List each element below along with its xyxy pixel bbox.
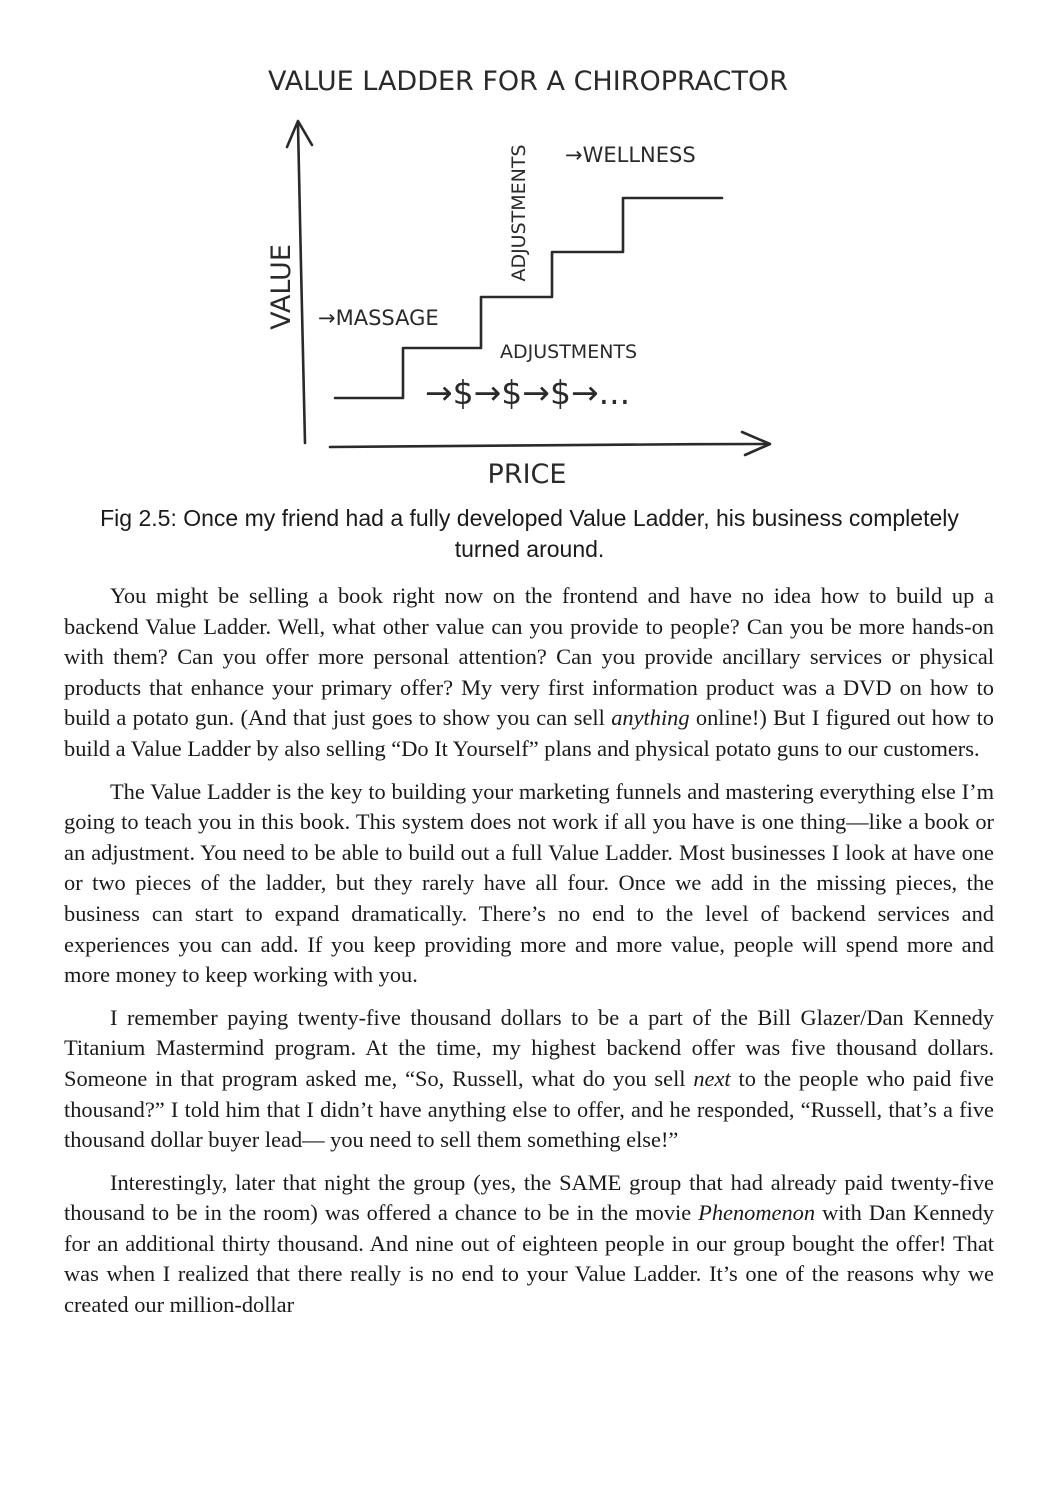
figure-title: VALUE LADDER FOR A CHIROPRACTOR	[267, 66, 789, 97]
adjustments-bottom-label: ADJUSTMENTS	[500, 341, 638, 363]
y-axis-label: VALUE	[266, 244, 297, 330]
paragraph-1	[64, 581, 994, 765]
paragraph-3	[64, 1003, 994, 1156]
paragraph-3-text-b: to the people who paid five thousand?” I told him that I didn’t have anything else to offer, and he responded, “Russell, that’s a five thousand dollar buyer lead— you need to sell them something else!”	[64, 1065, 994, 1153]
paragraph-3-emphasis: next	[693, 1065, 731, 1091]
paragraph-4-emphasis: Phenomenon	[698, 1200, 816, 1226]
paragraph-4	[64, 1168, 994, 1321]
paragraph-1-text-a: You might be selling a book right now on the frontend and have no idea how to build up a backend Value Ladder. Well, what other value can you provide to people? Can you be more hands-on with them? Can you offer more personal attention? Can you provide ancillary services or physical products that enhance your primary offer? My very first information product was a DVD on how to build a potato gun. (And that just goes to show you can sell	[64, 583, 994, 731]
massage-label: →MASSAGE	[318, 306, 439, 330]
value-ladder-sketch	[0, 55, 1059, 500]
figure-caption: Fig 2.5: Once my friend had a fully developed Value Ladder, his business completely turned around.	[100, 505, 959, 562]
paragraph-2: The Value Ladder is the key to building your marketing funnels and mastering everything else I’m going to teach you in this book. This system does not work if all you have is one thing—like a book or an adjustment. You need to be able to build out a full Value Ladder. Most businesses I look at have one or two pieces of the ladder, but they rarely have all four. Once we add in the missing pieces, the business can start to expand dramatically. There’s no end to the level of backend services and experiences you can add. If you keep providing more and more value, people will spend more and more money to keep working with you.	[64, 778, 994, 988]
adjustments-vertical-label: ADJUSTMENTS	[508, 144, 530, 282]
paragraph-4-text-a: Interestingly, later that night the group (yes, the SAME group that had already paid twenty-five thousand to be in the room) was offered a chance to be in the movie	[64, 1169, 994, 1226]
x-axis-label: PRICE	[487, 459, 567, 490]
price-flow-label: →$→$→$→...	[425, 373, 631, 412]
value-ladder-figure	[0, 55, 1059, 500]
x-axis	[330, 432, 770, 455]
paragraph-1-emphasis: anything	[611, 705, 690, 731]
paragraph-3-text-a: I remember paying twenty-five thousand dollars to be a part of the Bill Glazer/Dan Kennedy Titanium Mastermind program. At the time, my highest backend offer was five thousand dollars. Someone in that program asked me, “So, Russell, what do you sell	[64, 1004, 994, 1091]
paragraph-4-text-b: with Dan Kennedy for an additional thirty thousand. And nine out of eighteen people in our group bought the offer! That was when I realized that there really is no end to your Value Ladder. It’s one of the reasons why we created our million-dollar	[64, 1200, 994, 1318]
paragraph-1-text-b: online!) But I figured out how to build a Value Ladder by also selling “Do It Yourself” plans and physical potato guns to our customers.	[64, 705, 994, 761]
body-text	[64, 581, 994, 1333]
wellness-label: →WELLNESS	[565, 143, 696, 167]
